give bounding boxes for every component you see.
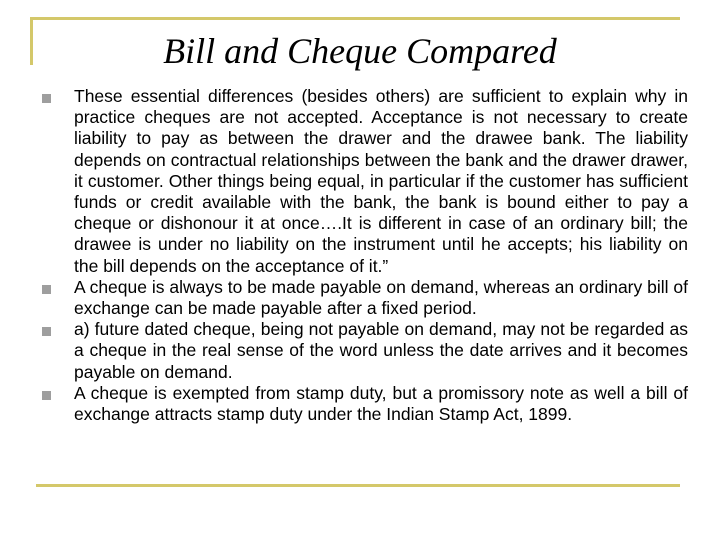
frame-bottom-rule [36,484,680,487]
frame-top-rule [30,17,680,20]
bullet-text: These essential differences (besides others) are sufficient to explain why in practice cheques are not accepted. Acceptance is not necessary to create liability to pay as between the drawer and the drawee bank. The liability depends on contractual relationships between the bank and the drawer drawer, it customer. Other things being equal, in particular if the customer has sufficient funds or credit available with the bank, the bank is bound either to pay a cheque or dishonour it at once….It is different in case of an ordinary bill; the drawee is under no liability on the instrument until he accepts; his liability on the bill depends on the acceptance of it.” [74,86,688,276]
bullet-item [42,319,688,383]
bullet-item [42,277,688,319]
bullet-text: A cheque is always to be made payable on demand, whereas an ordinary bill of exchange can be made payable after a fixed period. [74,276,688,319]
bullet-square-icon [42,94,51,103]
bullet-square-icon [42,285,51,294]
bullet-text: A cheque is exempted from stamp duty, but a promissory note as well a bill of exchange attracts stamp duty under the Indian Stamp Act, 1899. [74,382,688,425]
bullet-item [42,383,688,425]
slide-title: Bill and Cheque Compared [163,31,557,71]
bullet-item [42,86,688,277]
bullet-text: a) future dated cheque, being not payable on demand, may not be regarded as a cheque in the real sense of the word unless the date arrives and it becomes payable on demand. [74,319,688,382]
bullet-square-icon [42,391,51,400]
bullet-list [42,86,688,425]
bullet-square-icon [42,327,51,336]
